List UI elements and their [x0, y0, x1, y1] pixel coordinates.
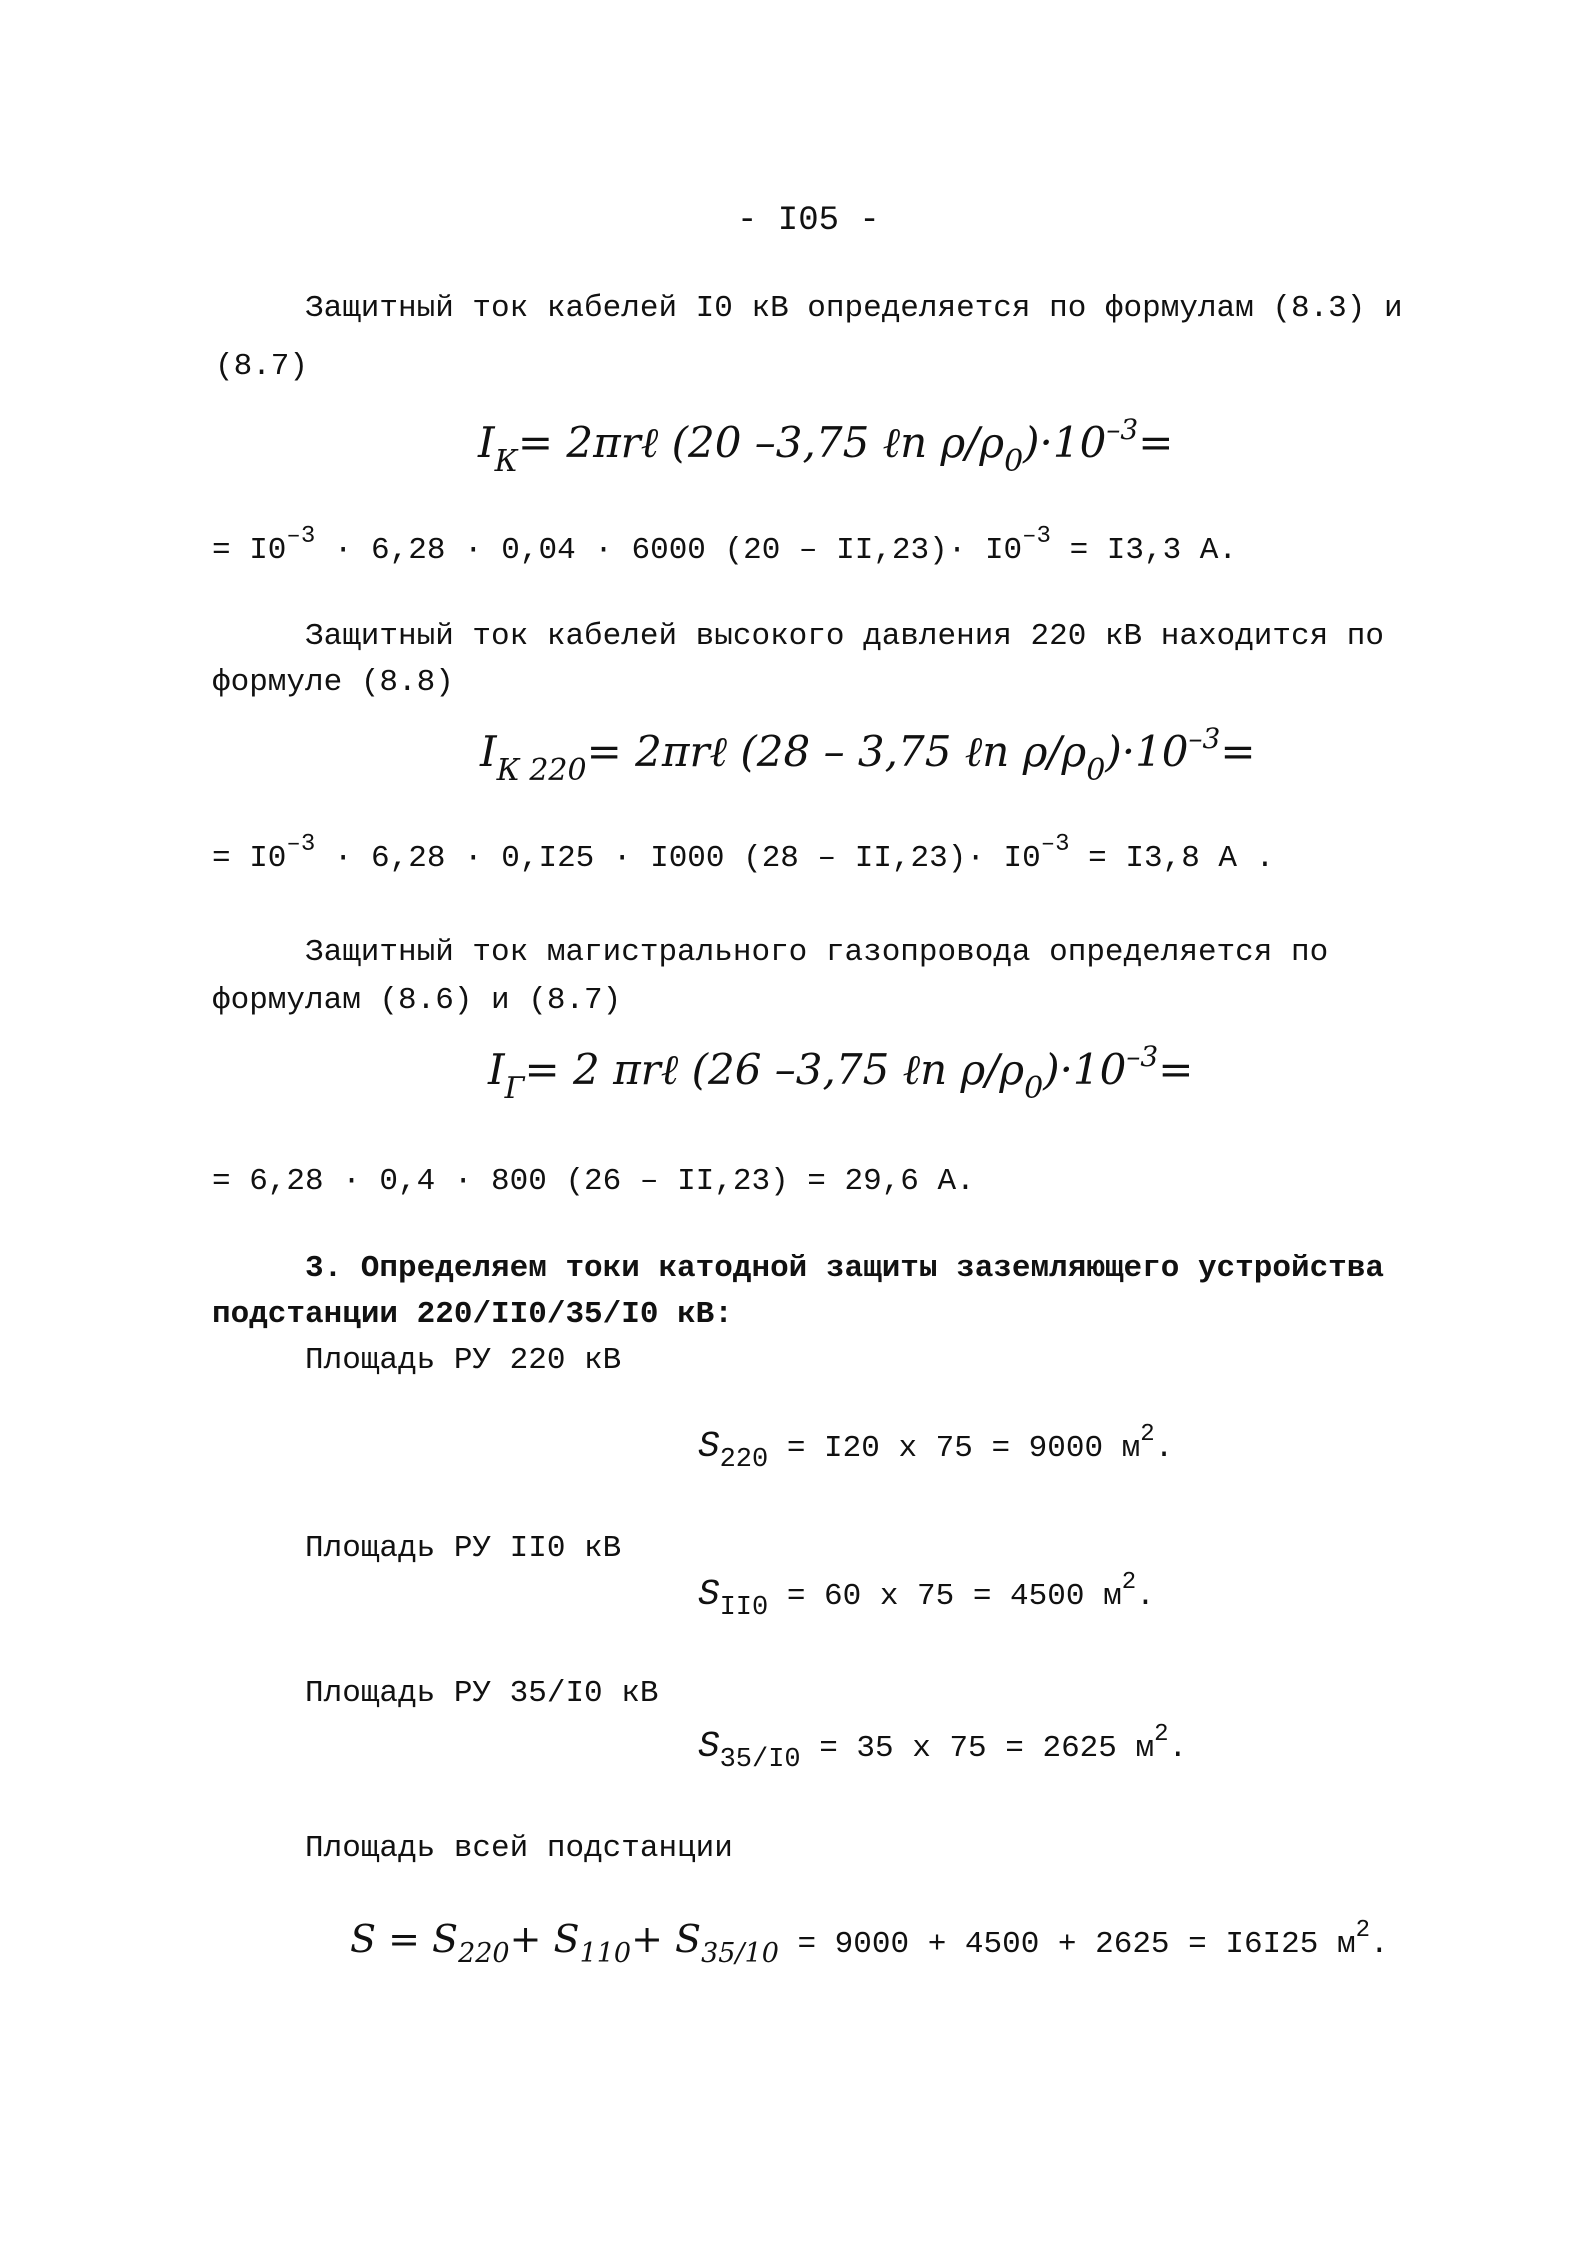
calc-2-a-sup: –3: [286, 831, 316, 858]
paragraph-1-line-2: (8.7): [215, 349, 309, 384]
formula-2-rhs-sub: 0: [1086, 753, 1106, 788]
total-p1: + S: [509, 1917, 580, 1961]
area-220-label: Площадь РУ 220 кВ: [305, 1343, 622, 1378]
formula-3: [488, 1040, 1194, 1106]
total-s2-sub: 110: [579, 1938, 632, 1969]
formula-1-rhs: = 2πrℓ (20 –3,75 ℓn ρ/ρ: [517, 418, 1005, 467]
area-220-end: .: [1154, 1431, 1174, 1466]
total-s: S = S: [350, 1917, 459, 1961]
total-end: .: [1369, 1927, 1389, 1962]
formula-2-lhs-sub: К 220: [496, 753, 587, 788]
area-110-label: Площадь РУ II0 кВ: [305, 1531, 622, 1566]
total-eq: = 9000 + 4500 + 2625 = I6I25 м: [778, 1927, 1356, 1962]
formula-3-end: =: [1158, 1045, 1194, 1094]
paragraph-1-line-1: Защитный ток кабелей I0 кВ определяется по формулам (8.3) и: [305, 291, 1403, 326]
area-110-sup: 2: [1121, 1569, 1137, 1596]
area-110-formula: [698, 1569, 1155, 1623]
area-35-eq: = 35 x 75 = 2625 м: [800, 1731, 1155, 1766]
area-35-s: S: [698, 1726, 720, 1767]
area-110-eq: = 60 x 75 = 4500 м: [768, 1579, 1122, 1614]
area-35-end: .: [1168, 1731, 1188, 1766]
area-110-s: S: [698, 1574, 720, 1615]
area-220-s: S: [698, 1426, 720, 1467]
calculation-3: = 6,28 · 0,4 · 800 (26 – II,23) = 29,6 А.: [212, 1164, 975, 1199]
calc-1-c: = I3,3 А.: [1050, 533, 1237, 568]
formula-3-exponent: –3: [1126, 1040, 1159, 1073]
calc-2-b-sup: –3: [1040, 831, 1070, 858]
area-220-sup: 2: [1140, 1421, 1155, 1448]
formula-1-lhs-sub: К: [494, 444, 518, 479]
section-3-heading-line-2: подстанции 220/II0/35/I0 кВ:: [212, 1297, 733, 1332]
formula-2-tail: )·10: [1105, 727, 1189, 776]
formula-3-lhs: I: [488, 1045, 505, 1094]
paragraph-3-line-1: Защитный ток магистрального газопровода определяется по: [305, 935, 1329, 970]
calculation-2: [212, 831, 1275, 880]
calc-2-b: · 6,28 · 0,I25 · I000 (28 – II,23)· I0: [315, 841, 1041, 876]
calc-1-b-sup: –3: [1022, 523, 1051, 550]
formula-2: [480, 722, 1256, 788]
formula-3-rhs-sub: 0: [1024, 1071, 1044, 1106]
calc-1-b: · 6,28 · 0,04 · 6000 (20 – II,23)· I0: [315, 533, 1023, 568]
area-220-sub: 220: [719, 1445, 769, 1475]
paragraph-2-line-2: формуле (8.8): [212, 665, 454, 700]
area-35-label: Площадь РУ 35/I0 кВ: [305, 1676, 659, 1711]
total-p2: + S: [631, 1917, 702, 1961]
formula-1-rhs-sub: 0: [1004, 444, 1024, 479]
total-s3-sub: 35/10: [701, 1938, 779, 1969]
calculation-1: [212, 523, 1237, 572]
formula-1-end: =: [1138, 418, 1174, 467]
formula-2-end: =: [1220, 727, 1256, 776]
calc-2-a: = I0: [212, 841, 287, 876]
formula-1-exponent: –3: [1106, 413, 1139, 446]
total-area-label: Площадь всей подстанции: [305, 1831, 733, 1866]
formula-2-rhs: = 2πrℓ (28 – 3,75 ℓn ρ/ρ: [586, 727, 1087, 776]
formula-3-rhs: = 2 πrℓ (26 –3,75 ℓn ρ/ρ: [524, 1045, 1025, 1094]
area-35-sub: 35/I0: [719, 1745, 801, 1775]
formula-1-lhs: I: [478, 418, 495, 467]
total-sup: 2: [1355, 1917, 1370, 1944]
section-3-heading: 3. Определяем токи катодной защиты заземляющего устройства: [305, 1251, 1384, 1286]
paragraph-3-line-2: формулам (8.6) и (8.7): [212, 983, 622, 1018]
area-220-eq: = I20 x 75 = 9000 м: [768, 1431, 1141, 1466]
total-area-formula: [350, 1917, 1389, 1969]
paragraph-2-line-1: Защитный ток кабелей высокого давления 220 кВ находится по: [305, 619, 1384, 654]
area-110-end: .: [1136, 1579, 1155, 1614]
area-110-sub: II0: [719, 1593, 769, 1623]
area-220-formula: [698, 1421, 1174, 1475]
calc-1-a: = I0: [212, 533, 287, 568]
area-35-formula: [698, 1721, 1188, 1775]
total-s1-sub: 220: [458, 1938, 510, 1969]
formula-1-tail: )·10: [1023, 418, 1107, 467]
formula-2-lhs: I: [480, 727, 497, 776]
formula-3-tail: )·10: [1043, 1045, 1127, 1094]
calc-2-c: = I3,8 А .: [1069, 841, 1275, 876]
area-35-sup: 2: [1154, 1721, 1169, 1748]
formula-3-lhs-sub: Г: [504, 1071, 525, 1106]
formula-1: [478, 413, 1174, 479]
page-number: - I05 -: [737, 202, 880, 240]
calc-1-a-sup: –3: [286, 523, 316, 550]
formula-2-exponent: –3: [1188, 722, 1221, 755]
